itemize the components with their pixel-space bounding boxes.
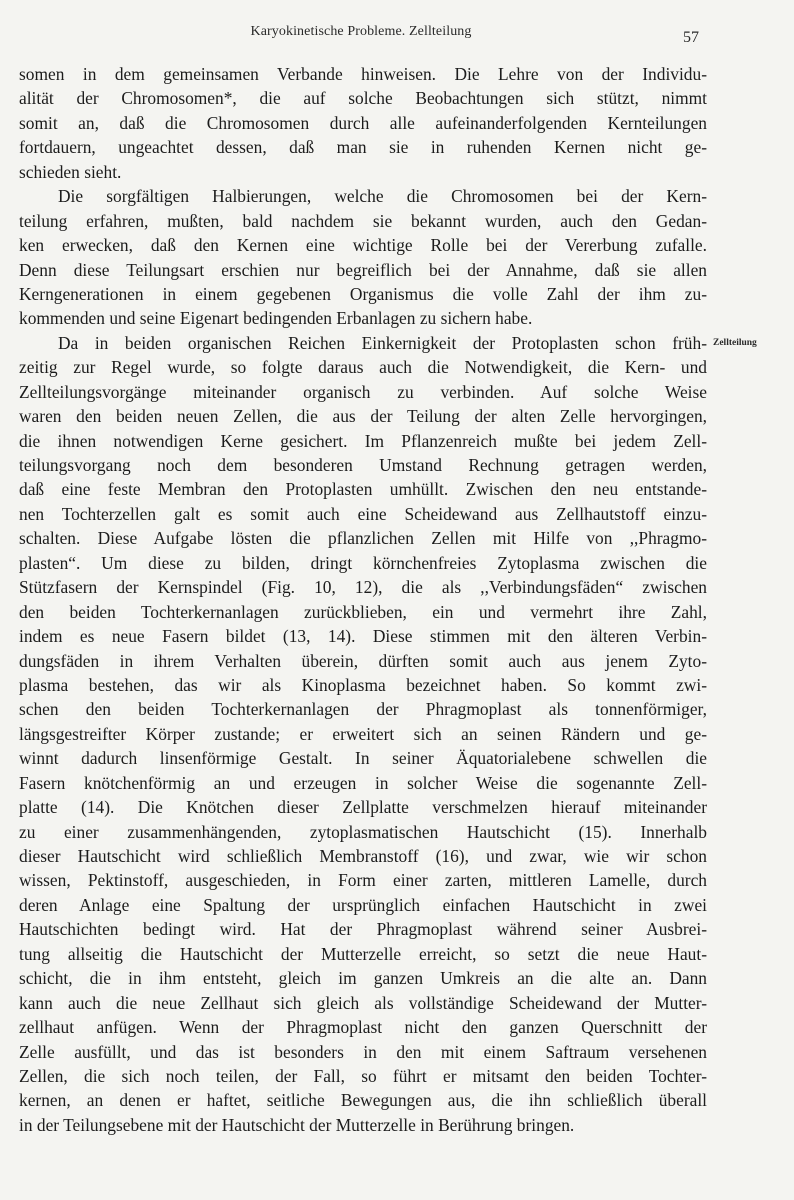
text-line: somen in dem gemeinsamen Verbande hinweisen. Die Lehre von der Individu- (19, 64, 707, 84)
text-line: kernen, an denen er haftet, seitliche Bewegungen aus, die ihn schließlich überall (19, 1090, 707, 1111)
text-line: zellhaut anfügen. Wenn der Phragmoplast nicht den ganzen Querschnitt der (19, 1017, 707, 1038)
text-line: nen Tochterzellen galt es somit auch eine Scheidewand aus Zellhautstoff einzu- (19, 503, 707, 524)
text-line: fortdauern, ungeachtet dessen, daß man sie in ruhenden Kernen nicht ge- (19, 137, 707, 158)
text-line: Zellen, die sich noch teilen, der Fall, so führt er mitsamt den beiden Tochter- (19, 1065, 707, 1086)
text-line: teilung erfahren, mußten, bald nachdem sie bekannt wurden, auch den Gedan- (19, 210, 707, 231)
text-line: kommenden und seine Eigenart bedingenden Erbanlagen zu sichern habe. (19, 308, 533, 329)
text-line: somit an, daß die Chromosomen durch alle aufeinanderfolgenden Kernteilungen (19, 112, 707, 133)
text-line: platte (14). Die Knötchen dieser Zellplatte verschmelzen hierauf miteinander (19, 797, 707, 818)
text-line: Zelle ausfüllt, und das ist besonders in den mit einem Saftraum versehenen (19, 1041, 707, 1062)
text-line: ken erwecken, daß den Kernen eine wichtige Rolle bei der Vererbung zufalle. (19, 235, 707, 256)
text-line: schalten. Diese Aufgabe lösten die pflanzlichen Zellen mit Hilfe von ,,Phragmo- (19, 528, 707, 549)
text-line: teilungsvorgang noch dem besonderen Umstand Rechnung getragen werden, (19, 455, 707, 475)
text-line: Die sorgfältigen Halbierungen, welche die Chromosomen bei der Kern- (58, 186, 707, 207)
text-line: daß eine feste Membran den Protoplasten umhüllt. Zwischen den neu entstande- (19, 479, 707, 500)
text-line: dieser Hautschicht wird schließlich Membranstoff (16), und zwar, wie wir schon (19, 846, 707, 866)
body-text (19, 62, 707, 1137)
text-line: Fasern knötchenförmig an und erzeugen in solcher Weise die sogenannte Zell- (19, 772, 707, 793)
text-line: indem es neue Fasern bildet (13, 14). Diese stimmen mit den älteren Verbin- (19, 626, 707, 647)
text-line: in der Teilungsebene mit der Hautschicht der Mutterzelle in Berührung bringen. (19, 1114, 575, 1135)
text-line: schicht, die in ihm entsteht, gleich im ganzen Umkreis an die alte an. Dann (19, 968, 707, 989)
paragraph (19, 331, 707, 1137)
text-line: zu einer zusammenhängenden, zytoplasmatischen Hautschicht (15). Innerhalb (19, 821, 707, 842)
text-line: tung allseitig die Hautschicht der Mutterzelle erreicht, so setzt die neue Haut- (19, 943, 707, 964)
text-line: wissen, Pektinstoff, ausgeschieden, in Form einer zarten, mittleren Lamelle, durch (19, 870, 707, 891)
margin-note: Zellteilung (713, 338, 757, 348)
text-line: plasma bestehen, das wir als Kinoplasma bezeichnet haben. So kommt zwi- (19, 674, 707, 695)
text-line: schieden sieht. (19, 161, 122, 182)
text-line: die ihnen notwendigen Kerne gesichert. Im Pflanzenreich mußte bei jedem Zell- (19, 430, 707, 451)
text-line: winnt dadurch linsenförmige Gestalt. In seiner Äquatorialebene schwellen die (19, 748, 707, 769)
text-line: waren den beiden neuen Zellen, die aus der Teilung der alten Zelle hervorgingen, (19, 406, 707, 427)
text-line: zeitig zur Regel wurde, so folgte daraus auch die Notwendigkeit, die Kern- und (19, 357, 707, 378)
text-line: den beiden Tochterkernanlagen zurückblieben, ein und vermehrt ihre Zahl, (19, 601, 707, 622)
text-line: dungsfäden in ihrem Verhalten überein, dürften somit auch aus jenem Zyto- (19, 650, 707, 671)
page-number: 57 (683, 29, 699, 46)
text-line: Zellteilungsvorgänge miteinander organisch zu verbinden. Auf solche Weise (19, 381, 707, 402)
text-line: deren Anlage eine Spaltung der ursprünglich einfachen Hautschicht in zwei (19, 894, 707, 915)
text-line: Kerngenerationen in einem gegebenen Organismus die volle Zahl der ihm zu- (19, 283, 707, 304)
text-line: schen den beiden Tochterkernanlagen der Phragmoplast als tonnenförmiger, (19, 699, 707, 720)
paragraph (19, 62, 707, 184)
text-line: kann auch die neue Zellhaut sich gleich als vollständige Scheidewand der Mutter- (19, 992, 707, 1013)
running-title: Karyokinetische Probleme. Zellteilung (250, 24, 472, 39)
text-line: Stützfasern der Kernspindel (Fig. 10, 12), die als ,,Verbindungsfäden“ zwischen (19, 577, 707, 598)
text-line: alität der Chromosomen*, die auf solche Beobachtungen sich stützt, nimmt (19, 88, 707, 109)
text-line: Hautschichten bedingt wird. Hat der Phragmoplast während seiner Ausbrei- (19, 919, 707, 940)
paragraph (19, 184, 707, 331)
text-line: Da in beiden organischen Reichen Einkernigkeit der Protoplasten schon früh- (58, 332, 707, 353)
text-line: Denn diese Teilungsart erschien nur begreiflich bei der Annahme, daß sie allen (19, 259, 707, 280)
text-line: längsgestreifter Körper zustande; er erweitert sich an seinen Rändern und ge- (19, 723, 707, 744)
text-line: plasten“. Um diese zu bilden, dringt körnchenfreies Zytoplasma zwischen die (19, 552, 707, 573)
